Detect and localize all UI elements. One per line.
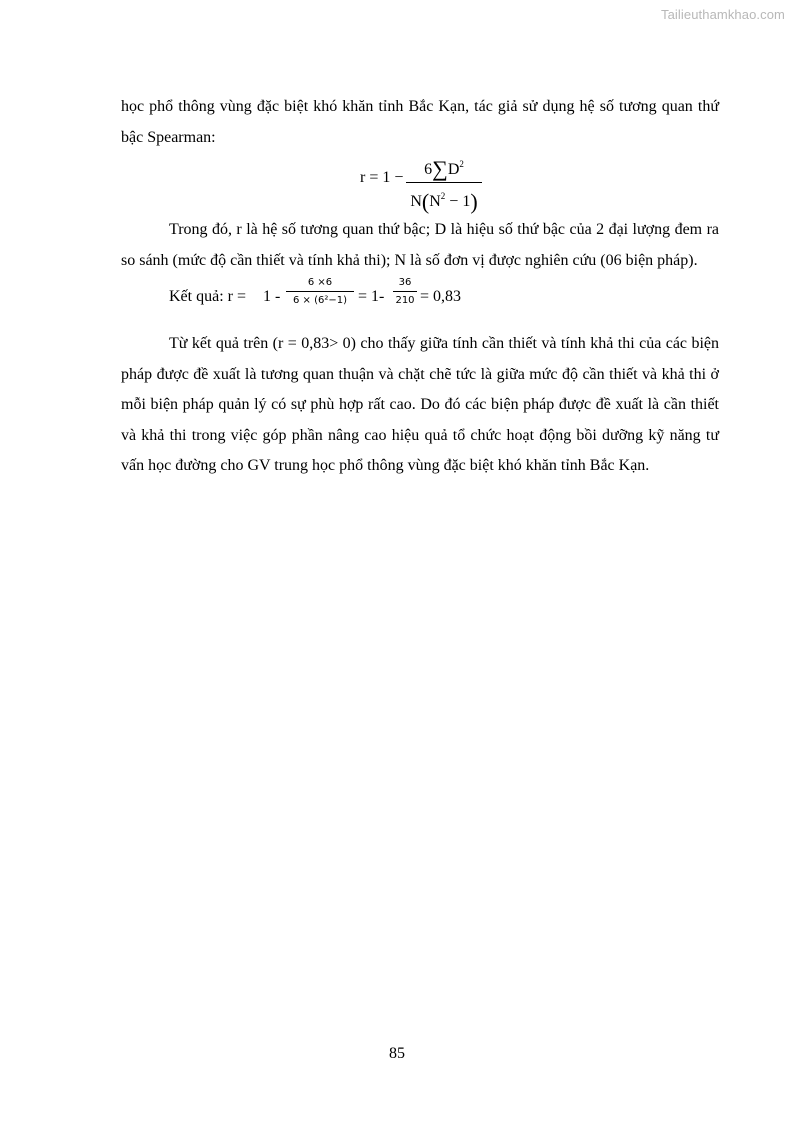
fraction-1-denominator: 6 × (6²−1)	[292, 295, 347, 306]
sigma-symbol: ∑	[432, 156, 448, 181]
numerator-exponent: 2	[459, 159, 464, 169]
numerator-var: D	[447, 161, 460, 178]
denominator-exponent: 2	[440, 191, 446, 201]
fraction-2-numerator: 36	[398, 277, 412, 288]
conclusion-paragraph: Từ kết quả trên (r = 0,83> 0) cho thấy giữa tính cần thiết và tính khả thi của các biện pháp được đề xuất là tương quan thuận và chặt chẽ tức là giữa mức độ cần thiết và khả thi ở mỗi biện pháp quản lý có sự phù hợp rất cao. Do đó các biện pháp được đề xuất là cần thiết và khả thi trong việc góp phần nâng cao hiệu quả tổ chức hoạt động bồi dưỡng kỹ năng tư vấn học đường cho GV trung học phổ thông vùng đặc biệt khó khăn tỉnh Bắc Kạn.	[121, 335, 719, 474]
denominator-n: N	[410, 193, 422, 210]
result-label: Kết quả: r =	[169, 288, 246, 305]
result-equals-1: = 1-	[358, 288, 385, 305]
definitions-paragraph: Trong đó, r là hệ số tương quan thứ bậc; D là hiệu số thứ bậc của 2 đại lượng đem ra so sánh (mức độ cần thiết và tính khả thi); N là số đơn vị được nghiên cứu (06 biện pháp).	[121, 221, 719, 269]
denominator-inner: N	[429, 193, 441, 210]
result-fraction-1	[286, 277, 354, 307]
fraction-bar	[406, 182, 482, 183]
numerator-coef: 6	[424, 161, 433, 178]
fraction-1-numerator: 6 ×6	[307, 277, 333, 288]
fraction-1-bar	[286, 291, 354, 292]
document-body	[121, 92, 719, 482]
formula-denominator	[406, 184, 482, 214]
formula-lhs: r = 1 −	[360, 169, 404, 186]
watermark: Tailieuthamkhao.com	[660, 7, 785, 22]
result-line	[121, 277, 719, 317]
fraction-2-denominator: 210	[395, 295, 415, 306]
formula-fraction	[406, 153, 482, 214]
denominator-tail: − 1	[445, 193, 471, 210]
result-one-minus: 1 -	[263, 288, 281, 305]
fraction-2-bar	[393, 291, 417, 292]
spearman-formula	[121, 153, 719, 215]
result-fraction-2	[393, 277, 417, 307]
intro-paragraph: học phổ thông vùng đặc biệt khó khăn tỉnh Bắc Kạn, tác giả sử dụng hệ số tương quan thứ bậc Spearman:	[121, 98, 719, 146]
paren-close: )	[470, 189, 478, 214]
formula-numerator	[406, 153, 482, 181]
page-number: 85	[389, 1045, 405, 1062]
paren-open: (	[421, 189, 430, 214]
result-value: = 0,83	[420, 288, 462, 305]
